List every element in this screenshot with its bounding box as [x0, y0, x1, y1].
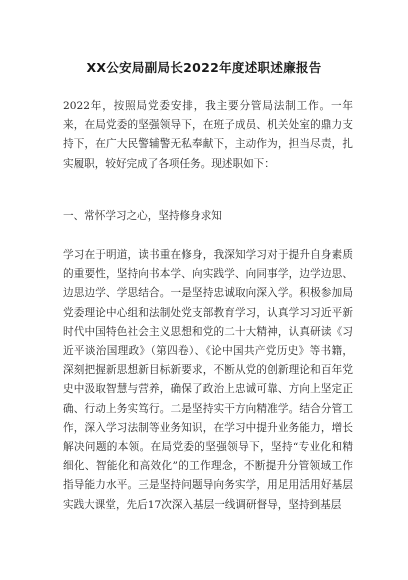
- intro-paragraph: 2022年，按照局党委安排，我主要分管局法制工作。一年来，在局党委的坚强领导下，在班子成员、机关处室的鼎力支持下，在广大民警辅警无私奉献下，主动作为，担当尽责，扎实履职，较好完成了各项任务。现述职如下：: [63, 100, 353, 170]
- document-title: XX公安局副局长2022年度述职述廉报告: [86, 60, 322, 75]
- section-body-1: 学习在于明道，读书重在修身，我深知学习对于提升自身素质的重要性，坚持向书本学、向实践学、向同事学，边学边思、边思边学、学思结合。一是坚持忠诚取向深入学。积极参加局党委理论中心组和法制处党支部教育学习，认真学习习近平新时代中国特色社会主义思想和党的二十大精神，认真研读《习近平谈治国理政》（第四卷）、《论中国共产党历史》等书籍，深刻把握新思想新目标新要求，不断从党的创新理论和百年党史中汲取智慧与营养，确保了政治上忠诚可靠、方向上坚定正确、行动上务实笃行。二是坚持实干方向精准学。结合分管工作，深入学习法制等业务知识，在学习中提升业务能力，增长解决问题的本领。在局党委的坚强领导下，坚持“专业化和精细化、智能化和高效化”的工作理念，不断提升分管领域工作指导能力水平。三是坚持问题导向务实学，用足用活用好基层实践大课堂，先后17次深入基层一线调研督导，坚持到基层: [63, 249, 353, 511]
- section-heading-1: 一、常怀学习之心，坚持修身求知: [63, 210, 222, 222]
